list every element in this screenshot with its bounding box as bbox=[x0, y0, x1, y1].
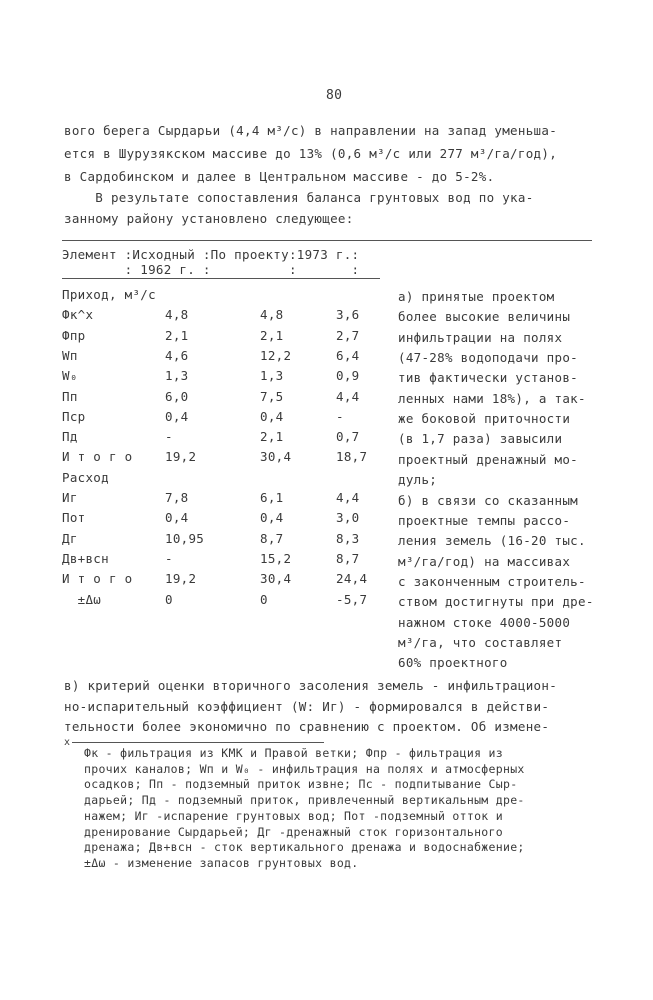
side-note-line: ленных нами 18%), а так- bbox=[398, 390, 586, 406]
table-cell: 0,4 bbox=[260, 510, 284, 526]
table-cell: 0 bbox=[260, 591, 268, 607]
table-cell: 8,3 bbox=[336, 530, 360, 546]
side-note-line: более высокие величины bbox=[398, 309, 571, 325]
table-cell: 7,8 bbox=[165, 490, 189, 505]
table-cell: 12,2 bbox=[260, 347, 292, 363]
table-cell: 8,7 bbox=[336, 550, 360, 566]
side-note-line: дуль; bbox=[398, 472, 438, 488]
table-cell: 3,0 bbox=[336, 510, 360, 526]
table-header-line-2: : 1962 г. : : : bbox=[62, 262, 360, 277]
table-cell: -5,7 bbox=[336, 591, 368, 607]
footnote-rule bbox=[72, 742, 324, 743]
side-note-line: же боковой приточности bbox=[398, 411, 571, 427]
table-cell: 10,95 bbox=[165, 530, 205, 546]
table-row-label: И т о г о bbox=[62, 571, 133, 587]
footnote-line: дренажа; Дв+всн - сток вертикального дренажа и водоснабжение; bbox=[84, 840, 525, 855]
table-top-rule bbox=[62, 240, 592, 241]
footnote-line: дарьей; Пд - подземный приток, привлеченный вертикальным дре- bbox=[84, 793, 525, 808]
table-row-label: Пд bbox=[62, 429, 78, 445]
intro-line: В результате сопоставления баланса грунтовых вод по ука- bbox=[64, 190, 534, 205]
table-cell: 3,6 bbox=[336, 307, 360, 323]
table-cell: 8,7 bbox=[260, 530, 284, 546]
side-note-line: проектный дренажный мо- bbox=[398, 451, 578, 467]
table-cell: 19,2 bbox=[165, 571, 197, 587]
table-row-label: И т о г о bbox=[62, 449, 133, 465]
table-row-label: Wп bbox=[62, 347, 78, 363]
side-note-line: ством достигнуты при дре- bbox=[398, 594, 594, 610]
table-row-label: Фпр bbox=[62, 327, 86, 343]
table-cell: 4,8 bbox=[165, 307, 189, 323]
page-number: 80 bbox=[326, 88, 343, 103]
side-note-line: м³/га, что составляет bbox=[398, 634, 563, 650]
table-cell: 0 bbox=[165, 591, 173, 607]
table-row-label: W₀ bbox=[62, 368, 78, 384]
side-note-line: б) в связи со сказанным bbox=[398, 492, 578, 508]
intro-line: ется в Шурузякском массиве до 13% (0,6 м³/с или 277 м³/га/год), bbox=[64, 146, 558, 161]
table-header-line-1: Элемент :Исходный :По проекту:1973 г.: bbox=[62, 247, 360, 262]
table-cell: 0,4 bbox=[165, 408, 189, 424]
side-note-line: (47-28% водоподачи про- bbox=[398, 350, 578, 366]
table-cell: 2,7 bbox=[336, 327, 360, 343]
table-cell: 6,4 bbox=[336, 347, 360, 363]
table-cell: - bbox=[165, 429, 173, 445]
table-cell: 30,4 bbox=[260, 449, 292, 465]
side-note-line: тив фактически установ- bbox=[398, 370, 578, 386]
table-row-label: Иг bbox=[62, 490, 78, 505]
table-cell: 1,3 bbox=[260, 368, 284, 384]
table-header-rule bbox=[62, 278, 380, 279]
side-note-line: с законченным строитель- bbox=[398, 573, 586, 589]
table-cell: 6,0 bbox=[165, 388, 189, 404]
table-cell: 18,7 bbox=[336, 449, 368, 465]
footnote-line: осадков; Пп - подземный приток извне; Пс - подпитывание Сыр- bbox=[84, 777, 518, 792]
table-cell: 0,4 bbox=[260, 408, 284, 424]
table-cell: - bbox=[165, 550, 173, 566]
footnote-line: прочих каналов; Wп и W₀ - инфильтрация на полях и атмосферных bbox=[84, 761, 525, 776]
table-row-label: Пп bbox=[62, 388, 78, 404]
table-cell: 30,4 bbox=[260, 571, 292, 587]
footnote-line: дренирование Сырдарьей; Дг -дренажный сток горизонтального bbox=[84, 824, 503, 839]
table-cell: 2,1 bbox=[260, 327, 284, 343]
side-note-line: ления земель (16-20 тыс. bbox=[398, 533, 586, 549]
side-note-line: нажном стоке 4000-5000 bbox=[398, 614, 571, 630]
footnote-marker: x bbox=[64, 737, 71, 748]
table-cell: 0,4 bbox=[165, 510, 189, 526]
footnote-line: ±Δω - изменение запасов грунтовых вод. bbox=[84, 855, 359, 870]
table-cell: 4,4 bbox=[336, 490, 360, 505]
side-note-line: (в 1,7 раза) завысили bbox=[398, 431, 563, 447]
table-cell: 19,2 bbox=[165, 449, 197, 465]
table-row-label: Дг bbox=[62, 530, 78, 546]
continuation-line: тельности более экономично по сравнению с проектом. Об измене- bbox=[64, 719, 550, 734]
table-cell: 4,4 bbox=[336, 388, 360, 404]
continuation-line: в) критерий оценки вторичного засоления земель - инфильтрацион- bbox=[64, 678, 558, 693]
table-cell: 2,1 bbox=[165, 327, 189, 343]
table-cell: 2,1 bbox=[260, 429, 284, 445]
footnote-line: нажем; Иг -испарение грунтовых вод; Пот -подземный отток и bbox=[84, 808, 503, 823]
intro-line: вого берега Сырдарьи (4,4 м³/с) в направлении на запад уменьша- bbox=[64, 123, 558, 138]
side-note-line: проектные темпы рассо- bbox=[398, 512, 571, 528]
table-cell: - bbox=[336, 408, 344, 424]
table-row-label: Фк^x bbox=[62, 307, 94, 323]
side-note-line: а) принятые проектом bbox=[398, 289, 555, 304]
table-cell: 0,7 bbox=[336, 429, 360, 445]
table-row-label: Дв+всн bbox=[62, 550, 109, 566]
table-row-label: ±Δω bbox=[62, 591, 102, 607]
table-row-label: Пот bbox=[62, 510, 86, 526]
table-cell: 1,3 bbox=[165, 368, 189, 384]
footnote-line: Фк - фильтрация из КМК и Правой ветки; Фпр - фильтрация из bbox=[84, 746, 503, 760]
side-note-line: м³/га/год) на массивах bbox=[398, 553, 571, 569]
intro-line: в Сардобинском и далее в Центральном массиве - до 5-2%. bbox=[64, 169, 495, 184]
table-cell: 0,9 bbox=[336, 368, 360, 384]
table-row-label: Приход, м³/с bbox=[62, 287, 156, 302]
intro-line: занному району установлено следующее: bbox=[64, 211, 354, 226]
table-row-label: Расход bbox=[62, 469, 109, 485]
table-cell: 6,1 bbox=[260, 490, 284, 505]
table-cell: 15,2 bbox=[260, 550, 292, 566]
side-note-line: инфильтрации на полях bbox=[398, 329, 563, 345]
side-note-line: 60% проектного bbox=[398, 655, 508, 671]
table-cell: 4,8 bbox=[260, 307, 284, 323]
table-cell: 24,4 bbox=[336, 571, 368, 587]
table-cell: 7,5 bbox=[260, 388, 284, 404]
continuation-line: но-испарительный коэффициент (W: Иг) - формировался в действи- bbox=[64, 699, 550, 714]
table-row-label: Пср bbox=[62, 408, 86, 424]
table-cell: 4,6 bbox=[165, 347, 189, 363]
